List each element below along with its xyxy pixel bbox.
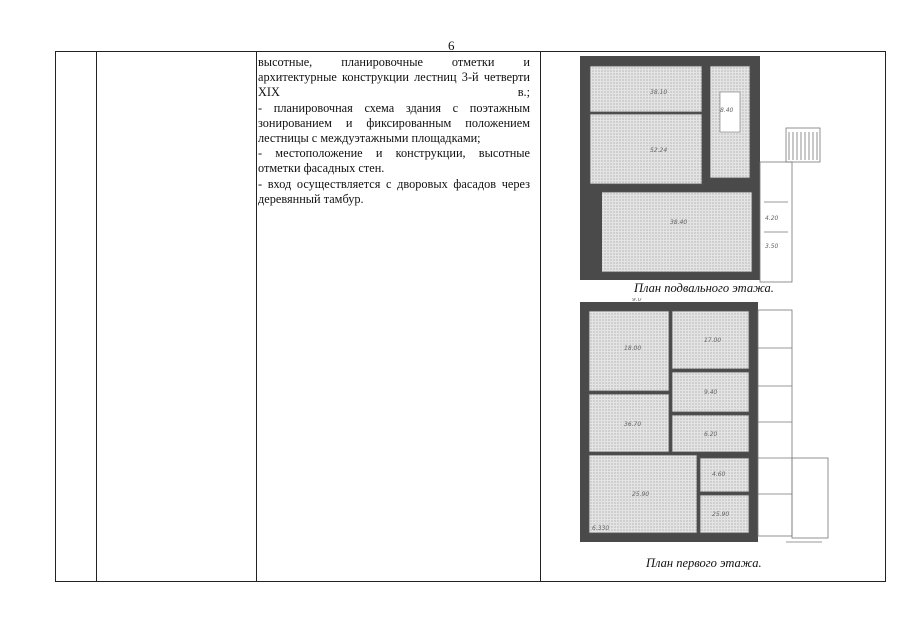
svg-text:25.90: 25.90 (632, 491, 650, 498)
column-divider-3 (540, 52, 541, 581)
svg-text:4.60: 4.60 (712, 471, 726, 478)
svg-text:9.0: 9.0 (632, 298, 642, 303)
basement-plan-caption: План подвального этажа. (634, 281, 774, 295)
description-line-2: - планировочная схема здания с поэтажным зонированием и фиксированным положением лестницы с междуэтажными площадками; (258, 100, 530, 146)
svg-text:38.10: 38.10 (650, 89, 668, 96)
description-line-1: высотные, планировочные отметки и архитектурные конструкции лестниц 3-й четверти XIX в.; (258, 55, 530, 100)
svg-text:4.20: 4.20 (765, 215, 779, 222)
page-number: 6 (448, 38, 455, 53)
description-line-4: - вход осуществляется с дворовых фасадов через деревянный тамбур. (258, 176, 530, 206)
svg-text:8.40: 8.40 (720, 107, 734, 114)
first-floor-annex (758, 310, 828, 542)
description-line-3: - местоположение и конструкции, высотные отметки фасадных стен. (258, 146, 530, 176)
svg-text:9.40: 9.40 (704, 389, 718, 396)
svg-text:17.00: 17.00 (704, 337, 722, 344)
description-cell (258, 55, 530, 207)
svg-text:18.00: 18.00 (624, 345, 642, 352)
first-floor-plan-drawing (572, 298, 834, 556)
basement-room-1 (590, 66, 702, 112)
svg-text:6.330: 6.330 (592, 525, 610, 532)
svg-text:38.40: 38.40 (670, 219, 688, 226)
svg-text:36.70: 36.70 (624, 421, 642, 428)
basement-plan-drawing (580, 52, 830, 284)
column-divider-1 (96, 52, 97, 581)
basement-room-2 (590, 114, 702, 184)
basement-room-4 (600, 192, 752, 272)
basement-annex (760, 128, 820, 282)
svg-text:52.24: 52.24 (650, 147, 668, 154)
svg-text:6.20: 6.20 (704, 431, 718, 438)
svg-text:25.90: 25.90 (712, 511, 730, 518)
first-floor-plan-caption: План первого этажа. (646, 556, 762, 570)
column-divider-2 (256, 52, 257, 581)
svg-text:3.50: 3.50 (765, 243, 779, 250)
